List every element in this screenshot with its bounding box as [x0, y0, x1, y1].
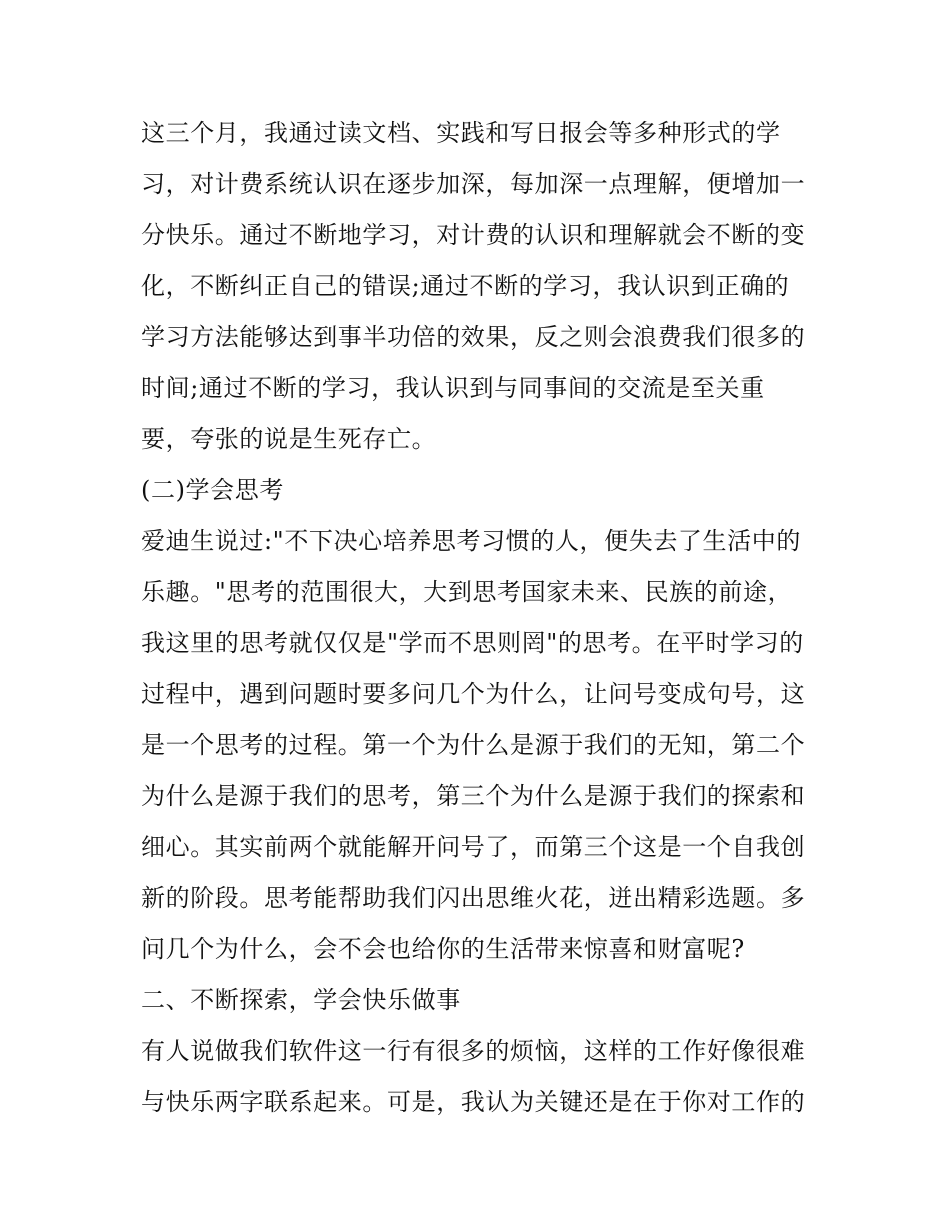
text-line: 新的阶段。思考能帮助我们闪出思维火花，迸出精彩选题。多 — [141, 884, 806, 912]
text-line: 是一个思考的过程。第一个为什么是源于我们的无知，第二个 — [141, 731, 806, 759]
text-line: 我这里的思考就仅仅是"学而不思则罔"的思考。在平时学习的 — [141, 629, 804, 657]
text-line: 学习方法能够达到事半功倍的效果，反之则会浪费我们很多的 — [141, 323, 806, 351]
text-line: 习，对计费系统认识在逐步加深，每加深一点理解，便增加一 — [141, 170, 806, 198]
text-line: 化，不断纠正自己的错误;通过不断的学习，我认识到正确的 — [141, 272, 790, 300]
text-line: 乐趣。"思考的范围很大，大到思考国家未来、民族的前途， — [141, 578, 793, 606]
text-line: 为什么是源于我们的思考，第三个为什么是源于我们的探索和 — [141, 782, 806, 810]
text-line: 与快乐两字联系起来。可是，我认为关键还是在于你对工作的 — [141, 1088, 806, 1116]
section-heading: 二、不断探索，学会快乐做事 — [141, 986, 461, 1014]
text-line: 问几个为什么，会不会也给你的生活带来惊喜和财富呢? — [141, 935, 745, 963]
text-line: 这三个月，我通过读文档、实践和写日报会等多种形式的学 — [141, 119, 781, 147]
text-line: 爱迪生说过:"不下决心培养思考习惯的人，便失去了生活中的 — [141, 527, 801, 555]
text-line: 细心。其实前两个就能解开问号了，而第三个这是一个自我创 — [141, 833, 806, 861]
document-body — [141, 108, 821, 1128]
text-line: 有人说做我们软件这一行有很多的烦恼，这样的工作好像很难 — [141, 1037, 806, 1065]
section-heading: (二)学会思考 — [141, 476, 284, 504]
text-line: 分快乐。通过不断地学习，对计费的认识和理解就会不断的变 — [141, 221, 806, 249]
text-line: 时间;通过不断的学习，我认识到与同事间的交流是至关重 — [141, 374, 765, 402]
text-line: 过程中，遇到问题时要多问几个为什么，让问号变成句号，这 — [141, 680, 806, 708]
text-line: 要，夸张的说是生死存亡。 — [141, 425, 437, 453]
